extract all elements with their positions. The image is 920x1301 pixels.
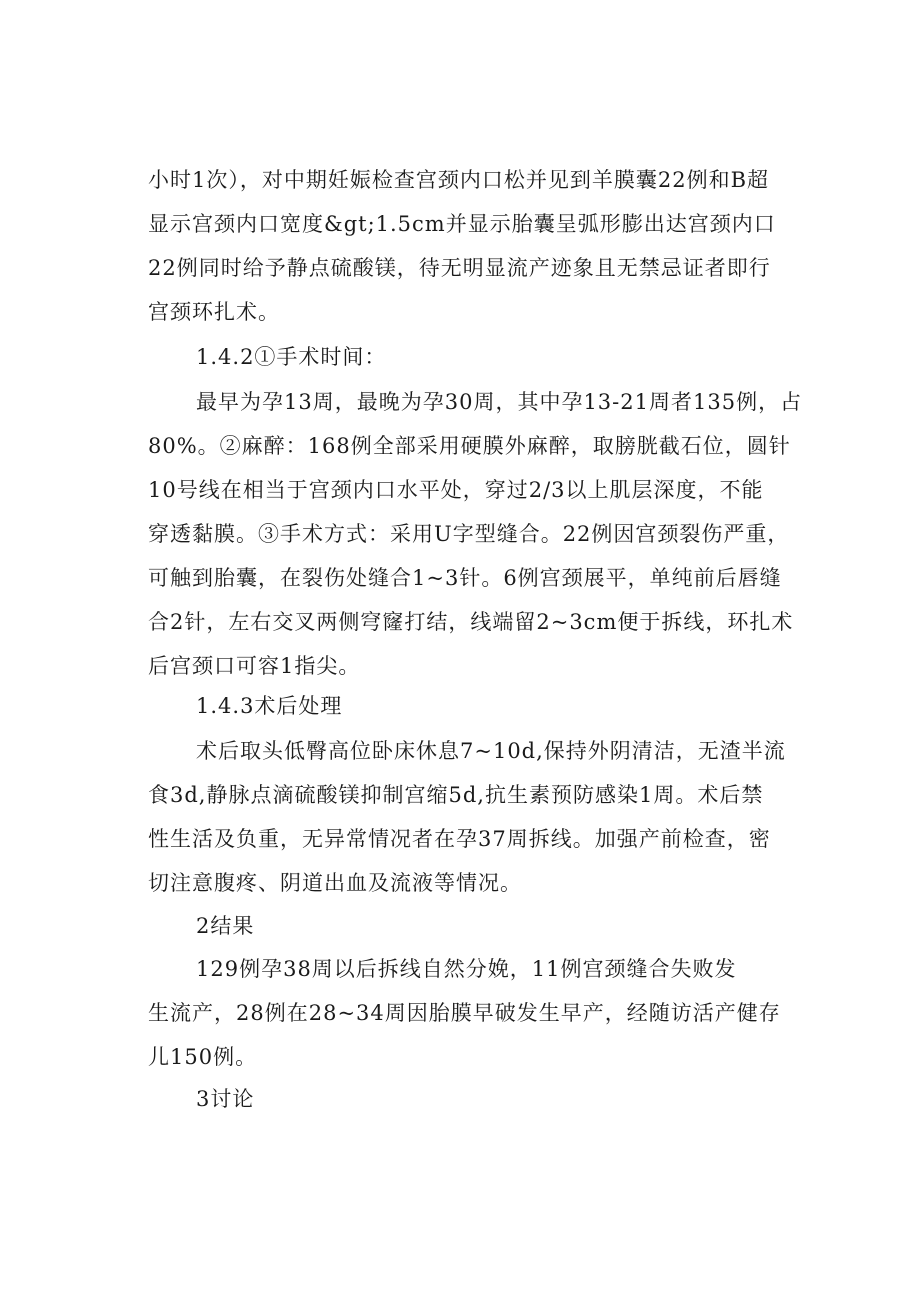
text-line: 术后取头低臀高位卧床休息7~10d,保持外阴清洁，无渣半流 (196, 739, 786, 763)
text-line: 最早为孕13周，最晚为孕30周，其中孕13-21周者135例，占 (196, 390, 803, 414)
text-line: 后宫颈口可容1指尖。 (148, 654, 361, 678)
paragraph-results (148, 947, 808, 1079)
text-line: 宫颈环扎术。 (148, 300, 280, 324)
text-line: 22例同时给予静点硫酸镁，待无明显流产迹象且无禁忌证者即行 (148, 256, 771, 280)
text-line: 129例孕38周以后拆线自然分娩，11例宫颈缝合失败发 (196, 957, 737, 981)
text-line: 小时1次），对中期妊娠检查宫颈内口松并见到羊膜囊22例和B超 (148, 168, 770, 192)
text-line: 可触到胎囊，在裂伤处缝合1~3针。6例宫颈展平，单纯前后唇缝 (148, 566, 782, 590)
section-heading-discussion: 3讨论 (196, 1087, 255, 1111)
paragraph-surgery-details (148, 380, 808, 688)
text-line: 儿150例。 (148, 1045, 258, 1069)
text-line: 10号线在相当于宫颈内口水平处，穿过2/3以上肌层深度，不能 (148, 478, 764, 502)
text-line: 生流产，28例在28~34周因胎膜早破发生早产，经随访活产健存 (148, 1001, 781, 1025)
text-line: 80%。②麻醉：168例全部采用硬膜外麻醉，取膀胱截石位，圆针 (148, 434, 791, 458)
paragraph-procedure-criteria (148, 158, 808, 334)
text-line: 食3d,静脉点滴硫酸镁抑制宫缩5d,抗生素预防感染1周。术后禁 (148, 783, 764, 807)
paragraph-postop-care (148, 729, 808, 905)
text-line: 性生活及负重，无异常情况者在孕37周拆线。加强产前检查，密 (148, 827, 771, 851)
text-line: 切注意腹疼、阴道出血及流液等情况。 (148, 871, 522, 895)
section-heading-postop: 1.4.3术后处理 (196, 694, 343, 718)
section-heading-results: 2结果 (196, 914, 255, 938)
text-line: 穿透黏膜。③手术方式：采用U字型缝合。22例因宫颈裂伤严重， (148, 522, 790, 546)
text-line: 显示宫颈内口宽度&gt;1.5cm并显示胎囊呈弧形膨出达宫颈内口 (148, 212, 776, 236)
text-line: 合2针，左右交叉两侧穹窿打结，线端留2~3cm便于拆线，环扎术 (148, 610, 794, 634)
section-heading-surgery-time: 1.4.2①手术时间： (196, 345, 387, 369)
